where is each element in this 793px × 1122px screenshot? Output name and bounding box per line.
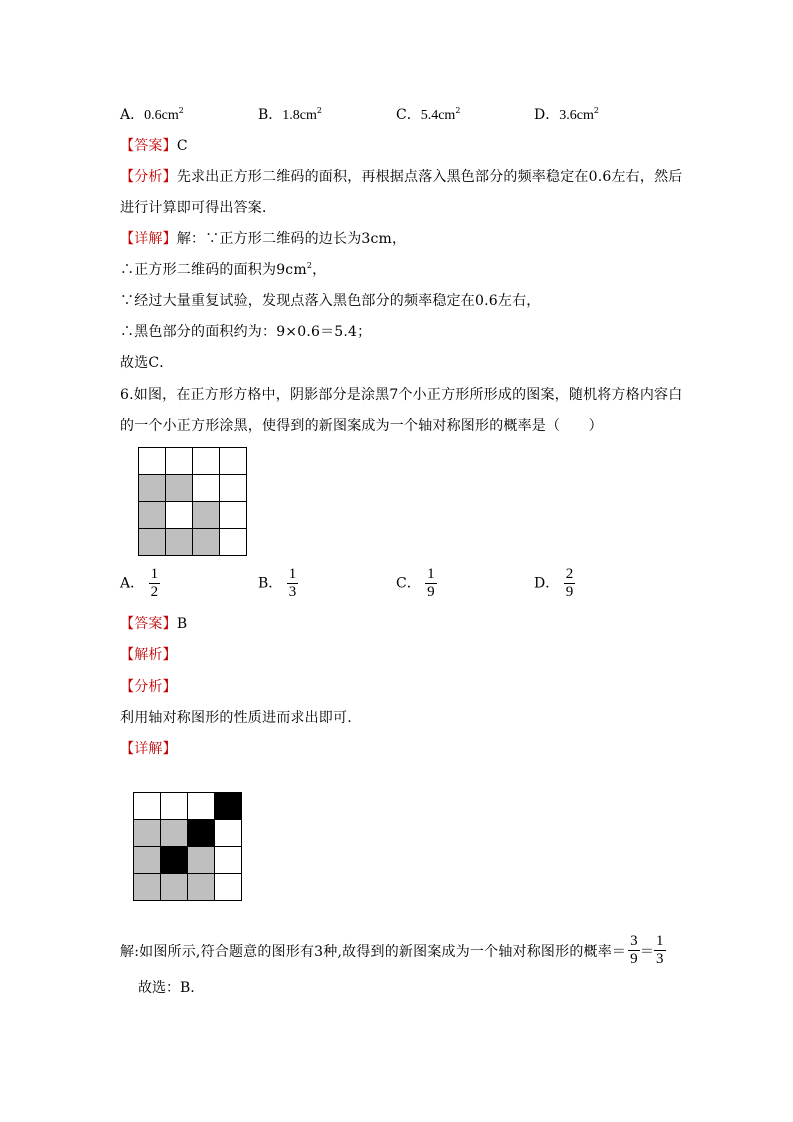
option-letter: C． [396, 575, 421, 592]
grid-cell-white [220, 475, 247, 502]
option-letter: D． [534, 107, 560, 123]
grid-cell-gray [188, 847, 215, 874]
option-exponent: 2 [178, 106, 184, 115]
grid-cell-gray [166, 529, 193, 556]
detail-punct: ， [312, 262, 327, 278]
q6-option-c [396, 566, 437, 601]
option-value: 5.4cm [420, 108, 456, 123]
q5-answer [120, 135, 188, 155]
grid-cell-white [220, 448, 247, 475]
q5-option-d [534, 104, 599, 124]
option-letter: D． [534, 575, 560, 592]
fraction [628, 933, 640, 968]
grid-cell-gray [161, 874, 188, 901]
detail-tag: 【详解】 [120, 231, 177, 247]
option-exponent: 2 [316, 106, 322, 115]
grid-cell-white [134, 793, 161, 820]
q6-answer [120, 613, 187, 633]
fraction-denominator: 9 [427, 584, 435, 600]
grid-cell-white [220, 502, 247, 529]
grid-cell-black [188, 820, 215, 847]
q5-detail-line2 [120, 259, 326, 279]
q6-solution-grid [133, 792, 242, 901]
grid-cell-black [215, 793, 242, 820]
fraction-numerator: 1 [288, 566, 297, 582]
q5-detail-line1 [120, 228, 406, 248]
option-letter: B． [258, 575, 283, 592]
q6-figure-grid [138, 447, 247, 556]
grid-cell-gray [139, 529, 166, 556]
detail-exponent: 2 [306, 261, 313, 270]
q6-analysis-text: 利用轴对称图形的性质进而求出即可. [120, 710, 352, 726]
grid-cell-white [215, 847, 242, 874]
fraction-numerator: 3 [630, 933, 638, 949]
option-value: 0.6cm [144, 108, 179, 123]
q6-option-d [534, 566, 575, 601]
grid-cell-gray [193, 529, 220, 556]
q5-option-a [120, 104, 184, 124]
fraction-numerator: 2 [565, 566, 574, 582]
analysis-text: 先求出正方形二维码的面积，再根据点落入黑色部分的频率稳定在0.6左右，然后 [176, 169, 683, 185]
fraction-denominator: 3 [288, 584, 297, 600]
q6-option-b [258, 566, 298, 601]
answer-tag: 【答案】 [120, 138, 177, 154]
grid-cell-gray [161, 820, 188, 847]
grid-cell-gray [188, 874, 215, 901]
q5-detail-line4: ∴黑色部分的面积约为：9×0.6＝5.4； [120, 324, 372, 340]
equals-sign: ＝ [639, 943, 655, 960]
fraction-numerator: 1 [427, 566, 435, 582]
grid-cell-white [188, 793, 215, 820]
grid-cell-black [161, 847, 188, 874]
q6-analysis-tag: 【分析】 [120, 679, 177, 695]
grid-cell-gray [166, 475, 193, 502]
grid-cell-white [193, 475, 220, 502]
fraction [654, 933, 666, 968]
q5-option-c [396, 104, 460, 124]
fraction-numerator: 1 [150, 566, 159, 582]
grid-cell-white [166, 448, 193, 475]
option-letter: A． [120, 107, 145, 123]
q6-detail-tag: 【详解】 [120, 741, 177, 757]
q6-jiexi-tag: 【解析】 [120, 647, 177, 663]
option-exponent: 2 [455, 106, 461, 115]
grid-cell-gray [193, 502, 220, 529]
fraction-denominator: 2 [150, 584, 159, 600]
q6-stem-line2: 的一个小正方形涂黑，使得到的新图案成为一个轴对称图形的概率是（ ） [120, 418, 603, 434]
detail-text: ∴正方形二维码的面积为9cm [120, 262, 307, 278]
grid-cell-white [161, 793, 188, 820]
q6-stem-line1: 6.如图，在正方形方格中，阴影部分是涂黑7个小正方形所形成的图案，随机将方格内容白 [120, 387, 683, 403]
q6-solution [120, 933, 666, 968]
grid-cell-white [220, 529, 247, 556]
detail-text: 解：∵正方形二维码的边长为3cm， [176, 231, 407, 247]
grid-cell-gray [134, 847, 161, 874]
q5-detail-line5: 故选C． [120, 355, 174, 371]
answer-value: B [176, 616, 188, 632]
fraction-numerator: 1 [656, 933, 664, 949]
q5-analysis-line1 [120, 166, 682, 186]
fraction-denominator: 3 [656, 951, 664, 967]
grid-cell-white [166, 502, 193, 529]
option-exponent: 2 [593, 106, 599, 115]
option-value: 3.6cm [559, 108, 594, 123]
q6-option-a [120, 566, 160, 601]
grid-cell-white [193, 448, 220, 475]
fraction [564, 566, 576, 601]
option-value: 1.8cm [282, 108, 317, 123]
fraction-denominator: 9 [630, 951, 638, 967]
grid-cell-white [139, 448, 166, 475]
grid-cell-gray [134, 820, 161, 847]
q5-option-b [258, 104, 322, 124]
fraction [149, 566, 161, 601]
grid-cell-gray [134, 874, 161, 901]
fraction [287, 566, 299, 601]
option-letter: A． [120, 575, 145, 592]
grid-cell-white [215, 820, 242, 847]
answer-value: C [176, 138, 188, 154]
fraction [425, 566, 437, 601]
solution-text: 解:如图所示,符合题意的图形有3种,故得到的新图案成为一个轴对称图形的概率＝ [120, 943, 627, 960]
option-letter: B． [258, 107, 283, 123]
fraction-denominator: 9 [565, 584, 574, 600]
q5-detail-line3: ∵经过大量重复试验，发现点落入黑色部分的频率稳定在0.6左右， [120, 293, 541, 309]
analysis-tag: 【分析】 [120, 169, 177, 185]
option-letter: C． [396, 107, 421, 123]
grid-cell-white [215, 874, 242, 901]
q5-analysis-line2: 进行计算即可得出答案． [120, 200, 277, 216]
grid-cell-gray [139, 475, 166, 502]
answer-tag: 【答案】 [120, 616, 177, 632]
grid-cell-gray [139, 502, 166, 529]
q6-final: 故选：B. [138, 980, 195, 996]
